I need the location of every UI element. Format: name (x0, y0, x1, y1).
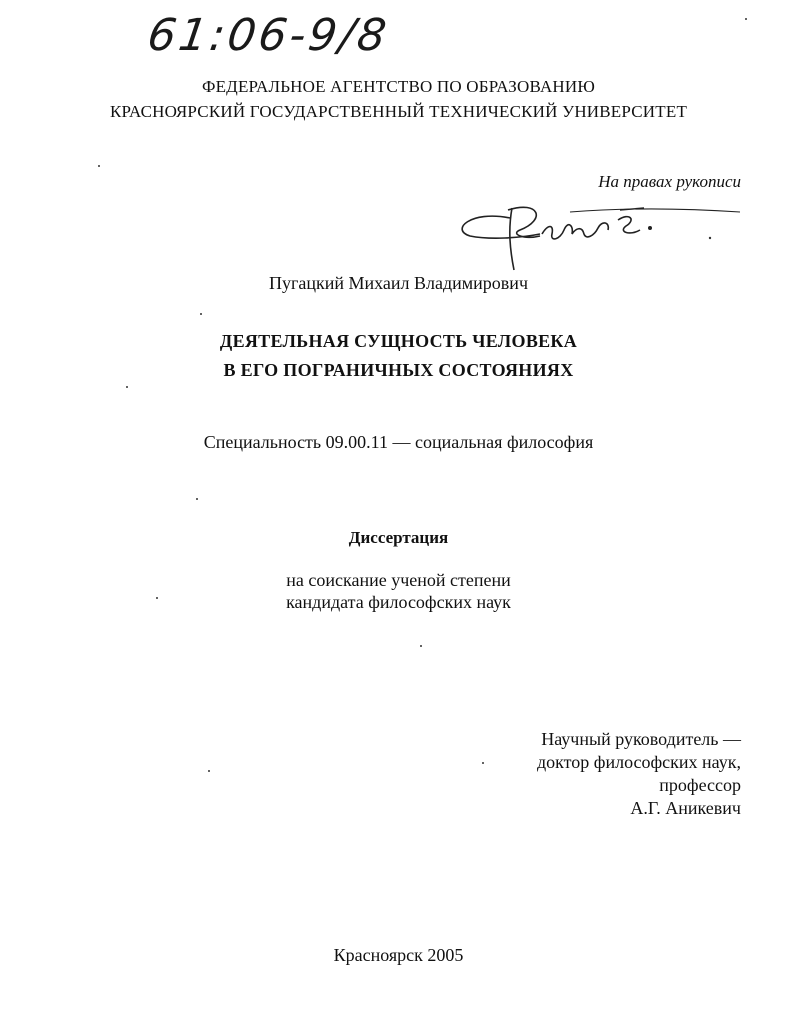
scan-speck (196, 498, 198, 500)
supervisor-line-3: профессор (659, 775, 741, 795)
archive-code-handwritten: 61:06-9/8 (144, 10, 393, 61)
supervisor-line-2: доктор философских наук, (537, 752, 741, 772)
scan-speck (126, 386, 128, 388)
title-line-2: В ЕГО ПОГРАНИЧНЫХ СОСТОЯНИЯХ (223, 360, 574, 380)
supervisor-line-4: А.Г. Аникевич (630, 798, 741, 818)
scan-speck (156, 597, 158, 599)
org-line-2: КРАСНОЯРСКИЙ ГОСУДАРСТВЕННЫЙ ТЕХНИЧЕСКИЙ УНИВЕРСИТЕТ (109, 102, 688, 121)
manuscript-rights-note: На правах рукописи (598, 172, 741, 191)
supervisor-block (537, 728, 741, 820)
signature-image (450, 190, 750, 280)
degree-line-2: кандидата философских наук (286, 592, 511, 612)
scan-speck (482, 762, 484, 764)
supervisor-line-1: Научный руководитель — (541, 729, 741, 749)
title-line-1: ДЕЯТЕЛЬНАЯ СУЩНОСТЬ ЧЕЛОВЕКА (219, 331, 578, 351)
degree-line-1: на соискание ученой степени (286, 570, 511, 590)
author-name: Пугацкий Михаил Владимирович (269, 273, 528, 293)
scan-speck (745, 18, 747, 20)
scan-speck (200, 313, 202, 315)
scan-speck (98, 165, 100, 167)
scan-speck (208, 770, 210, 772)
specialty: Специальность 09.00.11 — социальная философия (203, 432, 594, 452)
org-line-1: ФЕДЕРАЛЬНОЕ АГЕНТСТВО ПО ОБРАЗОВАНИЮ (201, 77, 596, 96)
city-year: Красноярск 2005 (333, 945, 464, 965)
document-type: Диссертация (348, 528, 449, 547)
scan-speck (420, 645, 422, 647)
